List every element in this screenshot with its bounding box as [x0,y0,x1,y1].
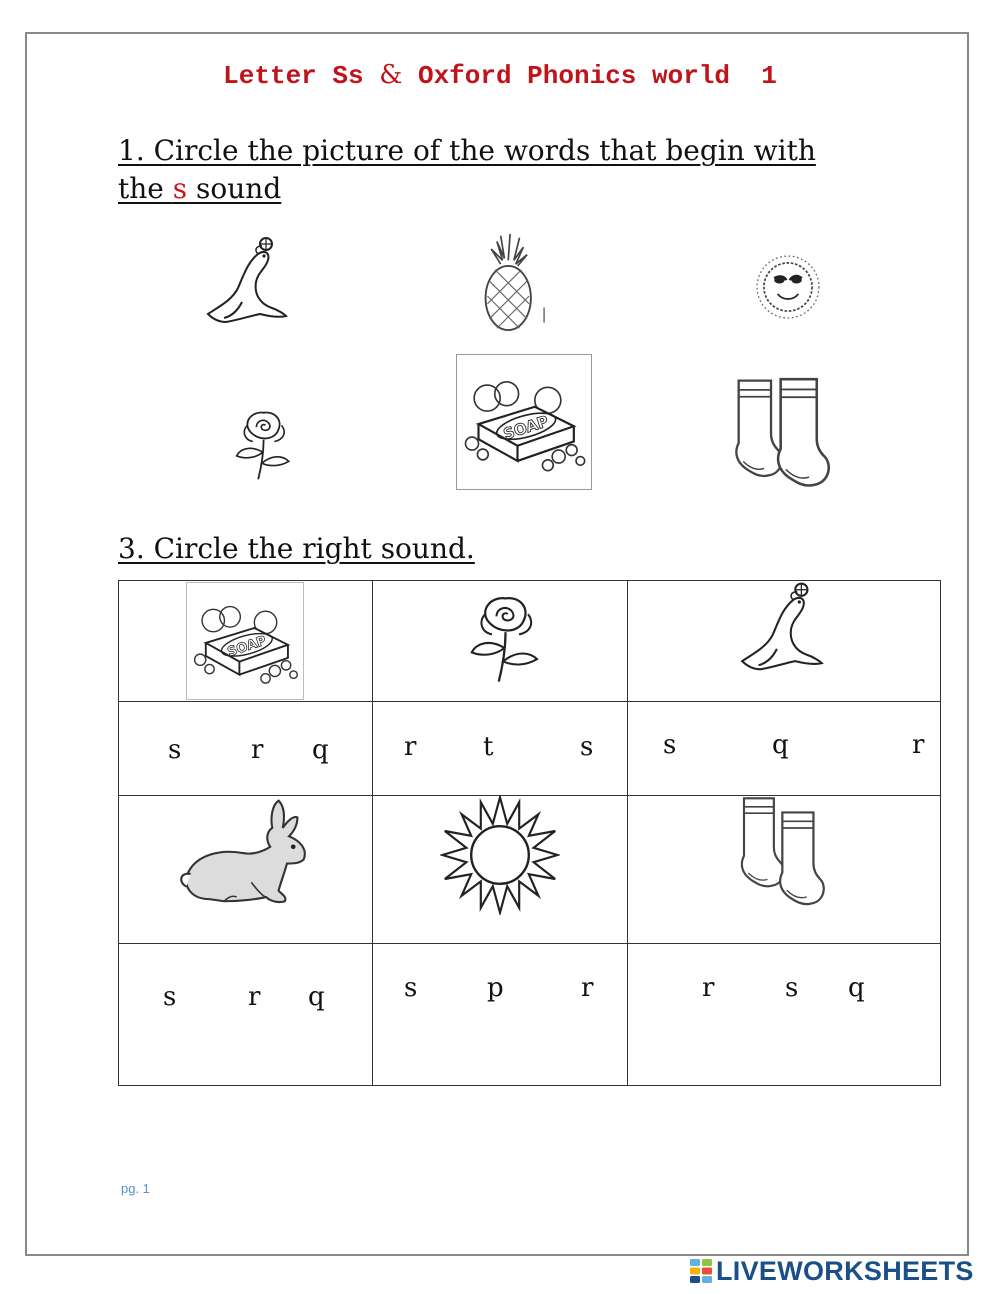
choice-letter[interactable]: r [581,973,594,1003]
table-divider-2 [627,580,628,1086]
instruction-1-post: sound [187,172,282,205]
choice-letter[interactable]: r [251,735,264,765]
choice-letter[interactable]: s [580,732,594,762]
title-ampersand: & [379,60,403,90]
liveworksheets-logo[interactable] [690,1255,974,1287]
instruction-1-line1: 1. Circle the picture of the words that begin with [118,134,816,167]
choice-letter[interactable]: r [912,730,925,760]
choice-letter[interactable]: q [772,730,789,760]
socks-picture[interactable] [714,370,894,510]
choice-letter[interactable]: r [702,973,715,1003]
choice-letter[interactable]: s [163,982,177,1012]
sock-right-icon [768,808,830,908]
table-border-left [118,580,119,1086]
rose-picture[interactable] [224,400,296,492]
instruction-3-text: 3. Circle the right sound. [118,532,475,565]
choice-letter[interactable]: s [663,730,677,760]
instruction-1-line2 [118,172,281,205]
choice-letter[interactable]: p [487,973,504,1003]
page-number: pg. 1 [121,1181,150,1196]
choice-letter[interactable]: r [404,732,417,762]
instruction-1-letter: s [172,172,188,205]
table-sun-picture [440,795,560,915]
instruction-1 [118,132,816,208]
table-row-divider-3 [118,943,941,944]
sock-right-icon [760,374,840,490]
table-rabbit-picture [178,796,310,908]
table-divider-1 [372,580,373,1086]
table-row-divider-1 [118,701,941,702]
table-socks-picture [728,794,848,910]
instruction-1-pre: the [118,172,173,205]
choice-letter[interactable]: q [312,735,329,765]
liveworksheets-logo-text: LIVEWORKSHEETS [716,1255,974,1286]
sound-table [118,580,941,1086]
choice-letter[interactable]: t [483,732,494,762]
table-soap-picture [186,582,304,700]
choice-letter[interactable]: s [785,973,799,1003]
choice-letter[interactable]: q [308,982,325,1012]
title-part1: Letter Ss [223,61,380,91]
choice-letter[interactable]: s [168,735,182,765]
table-seal-picture [732,580,834,680]
choice-letter[interactable]: r [248,982,261,1012]
title-part2: Oxford Phonics world 1 [402,61,777,91]
table-border-bottom [118,1085,941,1086]
seal-picture[interactable] [198,236,298,331]
choice-letter[interactable]: q [848,973,865,1003]
liveworksheets-logo-icon [690,1259,712,1283]
table-rose-picture [456,584,546,696]
table-border-right [940,580,941,1086]
choice-letter[interactable]: s [404,973,418,1003]
pineapple-picture[interactable] [470,232,554,332]
sun-face-picture[interactable] [745,244,831,330]
instruction-3 [118,530,475,568]
soap-picture[interactable] [456,354,592,490]
soap-icon [189,597,301,687]
soap-icon [459,367,589,479]
worksheet-title [0,60,1000,91]
